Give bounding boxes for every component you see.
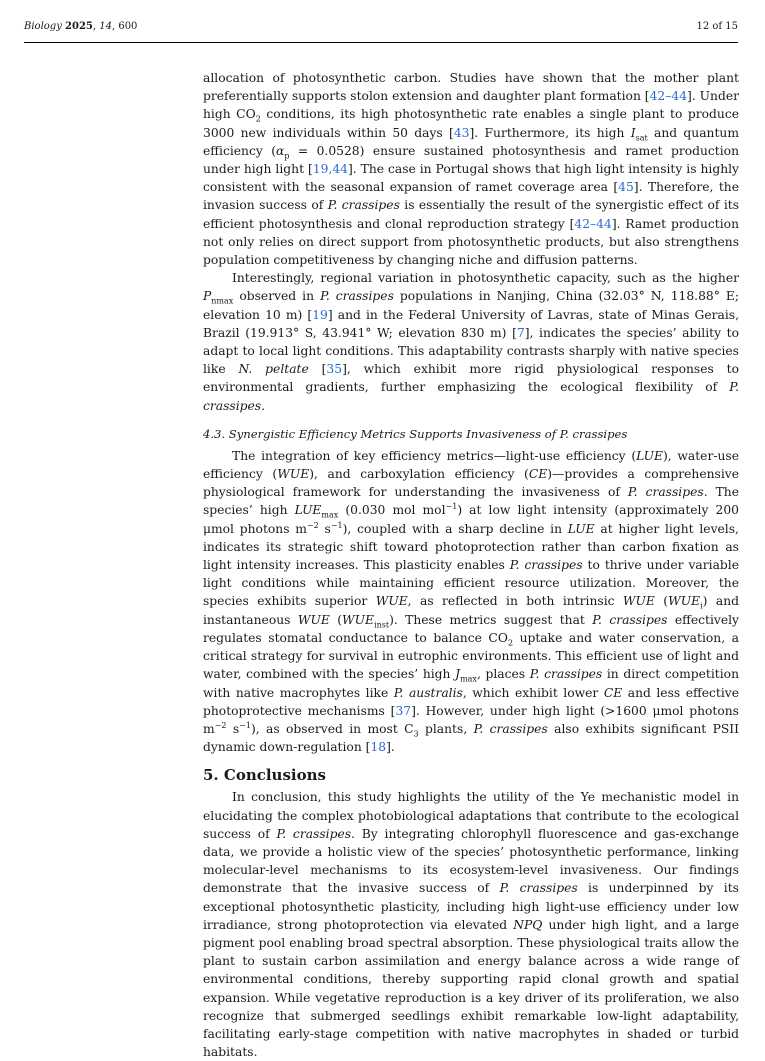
journal-citation: Biology 2025, 14, 600 [24,21,138,32]
paragraph-3: The integration of key efficiency metrics—light-use efficiency (LUE), water-use efficiency (WUE), and carboxylation efficiency (CE)—provides a comprehensive physiological framework for understanding the invasiveness of P. crassipes. The species’ high $LUE_{max}$ (0.030 mol mol$^{-1}$) at low light intensity (approximately 200 μmol photons $m^{-2}$ $s^{-1}$), coupled with a sharp decline in LUE at higher light levels, indicates its strategic shift toward photoprotection rather than carbon fixation as light intensity increases. This plasticity enables P. crassipes to thrive under variable light conditions while maintaining efficient resource utilization. Moreover, the species exhibits superior WUE, as reflected in both intrinsic WUE $(WUE_i)$ and instantaneous WUE $(WUE_{inst})$. These metrics suggest that P. crassipes effectively regulates stomatal conductance to balance $CO_2$ uptake and water conservation, a critical strategy for survival in eutrophic environments. This efficient use of light and water, combined with the species’ high $J_{max}$, places P. crassipes in direct competition with native macrophytes like P. australis, which exhibit lower CE and less effective photoprotective mechanisms [37]. However, under high light (>1600 μmol photons $m^{-2}$ $s^{-1}$), as observed in most $C_3$ plants, P. crassipes also exhibits significant PSII dynamic down-regulation [18]. [203,448,740,755]
main-text [203,69,739,1061]
paragraph-4: In conclusion, this study highlights the utility of the Ye mechanistic model in elucidating the complex photobiological adaptations that contribute to the ecological success of P. crassipes. By integrating chlorophyll fluorescence and gas-exchange data, we provide a holistic view of the species’ photosynthetic performance, linking molecular-level mechanisms to its ecosystem-level invasiveness. Our findings demonstrate that the invasive success of P. crassipes is underpinned by its exceptional photosynthetic plasticity, including high light-use efficiency under low irradiance, strong photoprotection via elevated NPQ under high light, and a large pigment pool enabling broad spectral absorption. These physiological traits allow the plant to sustain carbon assimilation and energy balance across a wide range of environmental conditions, thereby supporting rapid clonal growth and spatial expansion. While vegetative reproduction is a key driver of its proliferation, we also recognize that submerged seedlings exhibit remarkable low-light adaptability, facilitating early-stage competition with native macrophytes in shaded or turbid habitats. [203,790,739,1060]
paragraph-2: Interestingly, regional variation in photosynthetic capacity, such as the higher $P_{nmax}$ observed in P. crassipes populations in Nanjing, China (32.03° N, 118.88° E; elevation 10 m) [19] and in the Federal University of Lavras, state of Minas Gerais, Brazil (19.913° S, 43.941° W; elevation 830 m) [7], indicates the species’ ability to adapt to local light conditions. This adaptability contrasts sharply with native species like N. peltate [35], which exhibit more rigid physiological responses to environmental gradients, further emphasizing the ecological flexibility of P. crassipes. [203,271,740,413]
section-5-title: 5. Conclusions [203,766,326,785]
page-header [24,18,738,43]
paragraph-1: allocation of photosynthetic carbon. Studies have shown that the mother plant preferentially supports stolon extension and daughter plant formation [42–44]. Under high $CO_2$ conditions, its high photosynthetic rate enables a single plant to produce 3000 new individuals within 50 days [43]. Furthermore, its high $I_{sat}$ and quantum efficiency $(\alpha_p = 0.0528)$ ensure sustained photosynthesis and ramet production under high light [19,44]. The case in Portugal shows that high light intensity is highly consistent with the seasonal expansion of ramet coverage area [45]. Therefore, the invasion success of P. crassipes is essentially the result of the synergistic effect of its efficient photosynthesis and clonal reproduction strategy [42–44]. Ramet production not only relies on direct support from photosynthetic products, but also strengthens population competitiveness by changing niche and diffusion patterns. [203,71,740,268]
subsection-4-3-title: 4.3. Synergistic Efficiency Metrics Supports Invasiveness of P. crassipes [203,426,628,441]
page-number: 12 of 15 [696,21,738,32]
